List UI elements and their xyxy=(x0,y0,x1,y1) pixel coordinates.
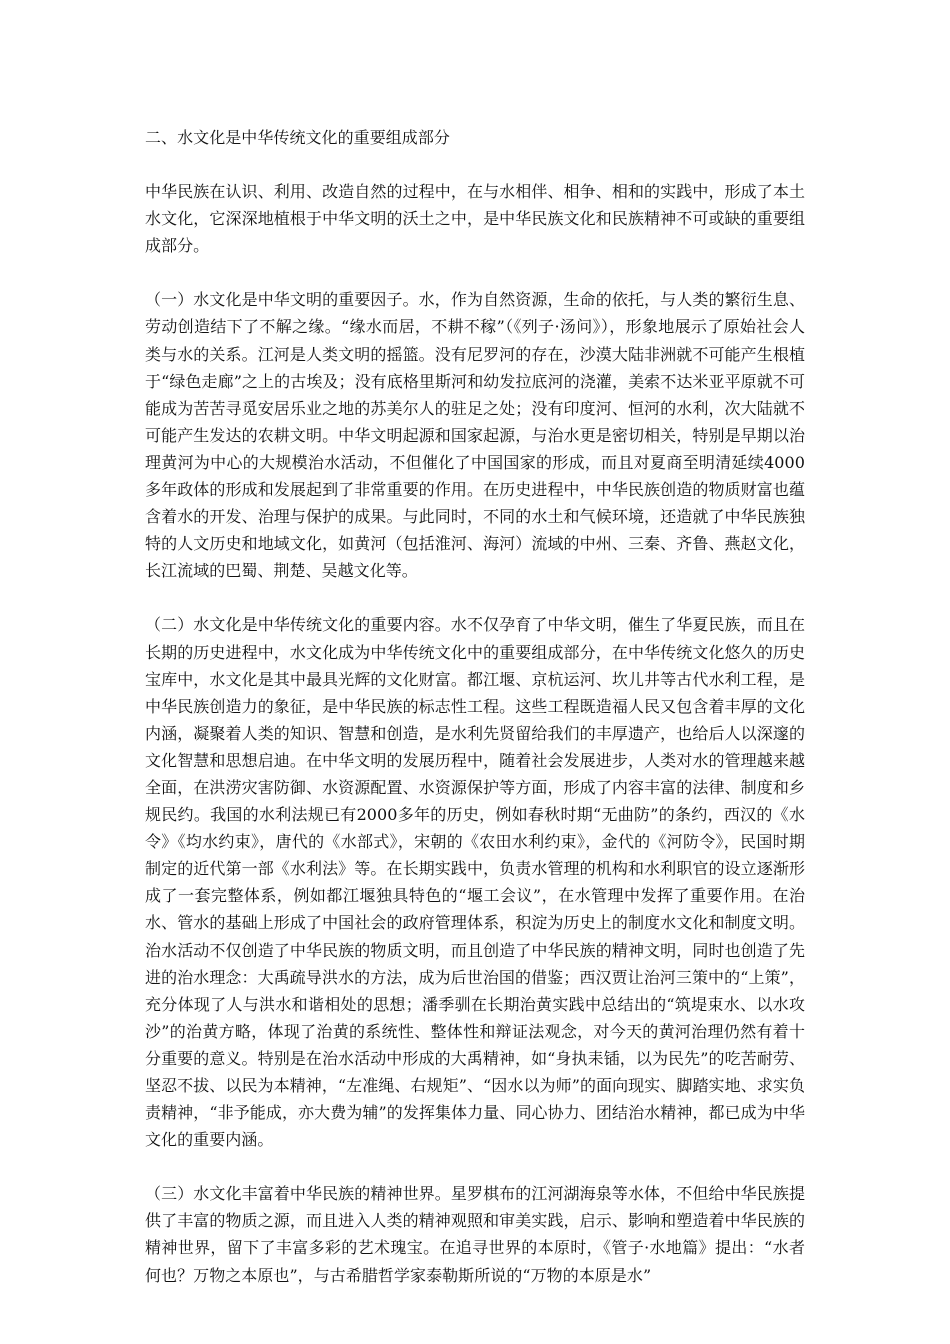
paragraph-part-one: （一）水文化是中华文明的重要因子。水，作为自然资源，生命的依托，与人类的繁衍生息、劳动创造结下了不解之缘。“缘水而居，不耕不稼”（《列子·汤问》），形象地展示了原始社会人类与水的关系。江河是人类文明的摇篮。没有尼罗河的存在，沙漠大陆非洲就不可能产生根植于“绿色走廊”之上的古埃及；没有底格里斯河和幼发拉底河的浇灌，美索不达米亚平原就不可能成为苦苦寻觅安居乐业之地的苏美尔人的驻足之处；没有印度河、恒河的水利，次大陆就不可能产生发达的农耕文明。中华文明起源和国家起源，与治水更是密切相关，特别是早期以治理黄河为中心的大规模治水活动，不但催化了中国国家的形成，而且对夏商至明清延续4000多年政体的形成和发展起到了非常重要的作用。在历史进程中，中华民族创造的物质财富也蕴含着水的开发、治理与保护的成果。与此同时，不同的水土和气候环境，还造就了中华民族独特的人文历史和地域文化，如黄河（包括淮河、海河）流域的中州、三秦、齐鲁、燕赵文化，长江流域的巴蜀、荆楚、吴越文化等。 xyxy=(145,290,805,581)
paragraph-part-two: （二）水文化是中华传统文化的重要内容。水不仅孕育了中华文明，催生了华夏民族，而且在长期的历史进程中，水文化成为中华传统文化中的重要组成部分，在中华传统文化悠久的历史宝库中，水文化是其中最具光辉的文化财富。都江堰、京杭运河、坎儿井等古代水利工程，是中华民族创造力的象征，是中华民族的标志性工程。这些工程既造福人民又包含着丰厚的文化内涵，凝聚着人类的知识、智慧和创造，是水利先贤留给我们的丰厚遗产，也给后人以深邃的文化智慧和思想启迪。在中华文明的发展历程中，随着社会发展进步，人类对水的管理越来越全面，在洪涝灾害防御、水资源配置、水资源保护等方面，形成了内容丰富的法律、制度和乡规民约。我国的水利法规已有2000多年的历史，例如春秋时期“无曲防”的条约，西汉的《水令》《均水约束》，唐代的《水部式》，宋朝的《农田水利约束》，金代的《河防令》，民国时期制定的近代第一部《水利法》等。在长期实践中，负责水管理的机构和水利职官的设立逐渐形成了一套完整体系，例如都江堰独具特色的“堰工会议”，在水管理中发挥了重要作用。在治水、管水的基础上形成了中国社会的政府管理体系，积淀为历史上的制度水文化和制度文明。治水活动不仅创造了中华民族的物质文明，而且创造了中华民族的精神文明，同时也创造了先进的治水理念：大禹疏导洪水的方法，成为后世治国的借鉴；西汉贾让治河三策中的“上策”，充分体现了人与洪水和谐相处的思想；潘季驯在长期治黄实践中总结出的“筑堤束水、以水攻沙”的治黄方略，体现了治黄的系统性、整体性和辩证法观念，对今天的黄河治理仍然有着十分重要的意义。特别是在治水活动中形成的大禹精神，如“身执耒锸，以为民先”的吃苦耐劳、坚忍不拔、以民为本精神，“左准绳、右规矩”、“因水以为师”的面向现实、脚踏实地、求实负责精神，“非予能成，亦大费为辅”的发挥集体力量、同心协力、团结治水精神，都已成为中华文化的重要内涵。 xyxy=(145,615,805,1150)
paragraph-part-three: （三）水文化丰富着中华民族的精神世界。星罗棋布的江河湖海泉等水体，不但给中华民族提供了丰富的物质之源，而且进入人类的精神观照和审美实践，启示、影响和塑造着中华民族的精神世界，留下了丰富多彩的艺术瑰宝。在追寻世界的本原时，《管子·水地篇》提出：“水者何也？万物之本原也”，与古希腊哲学家泰勒斯所说的“万物的本原是水” xyxy=(145,1184,805,1285)
intro-paragraph: 中华民族在认识、利用、改造自然的过程中，在与水相伴、相争、相和的实践中，形成了本土水文化，它深深地植根于中华文明的沃土之中，是中华民族文化和民族精神不可或缺的重要组成部分。 xyxy=(145,182,805,256)
section-heading: 二、水文化是中华传统文化的重要组成部分 xyxy=(145,128,450,147)
document-body xyxy=(145,124,805,1316)
